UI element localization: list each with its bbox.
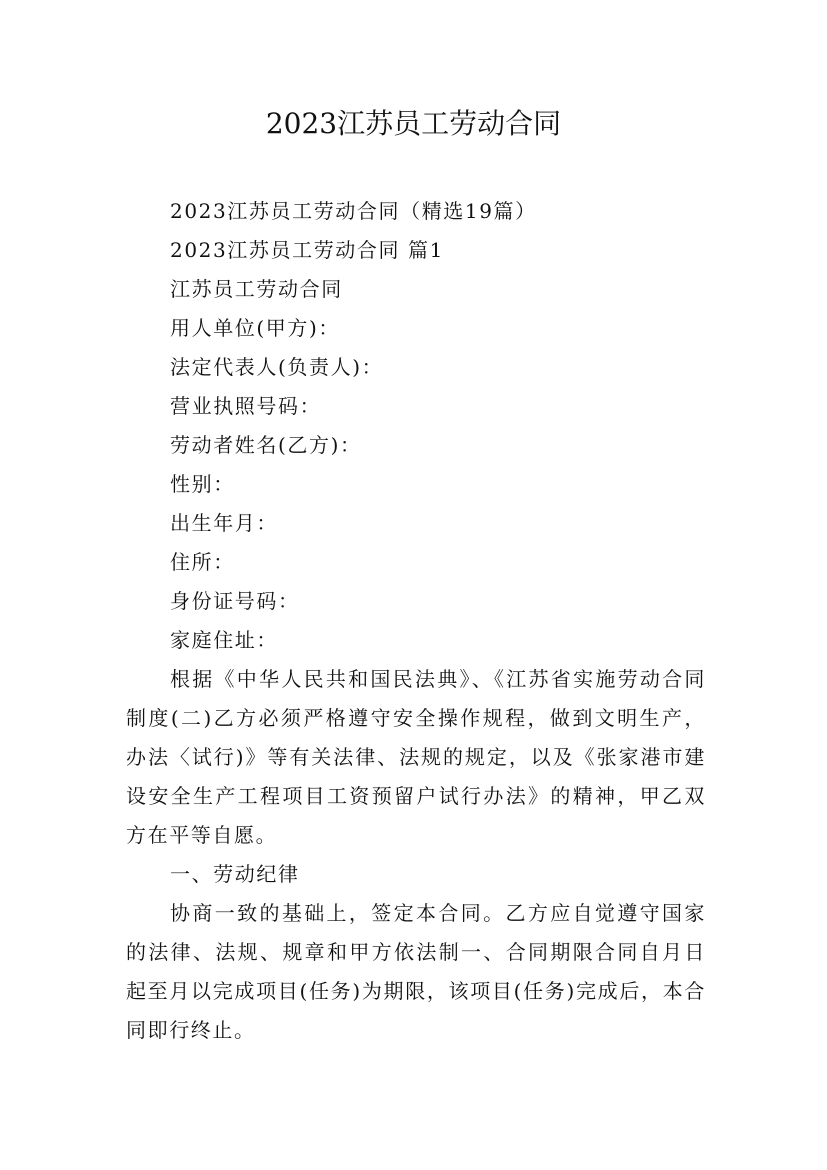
- paragraph-heading-labor-discipline: 一、劳动纪律: [170, 862, 300, 886]
- field-legal-representative: 法定代表人(负责人)：: [170, 355, 384, 379]
- field-residence: 住所：: [170, 550, 235, 574]
- document-title: 2023江苏员工劳动合同: [265, 107, 562, 140]
- field-birth-date: 出生年月：: [170, 511, 278, 535]
- field-id-number: 身份证号码：: [170, 589, 300, 613]
- paragraph-contract-term: 协商一致的基础上，签定本合同。乙方应自觉遵守国家的法律、法规、规章和甲方依法制一、合同期限合同自月日起至月以完成项目(任务)为期限，该项目(任务)完成后，本合同即行终止。: [126, 901, 706, 1042]
- field-gender: 性别：: [170, 472, 235, 496]
- paragraph-contract-name: 江苏员工劳动合同: [170, 277, 343, 301]
- document-body: [126, 192, 706, 1050]
- paragraph-legal-basis: 根据《中华人民共和国民法典》、《江苏省实施劳动合同制度(二)乙方必须严格遵守安全操作规程，做到文明生产，办法〈试行)》等有关法律、法规的规定，以及《张家港市建设安全生产工程项目工资预留户试行办法》的精神，甲乙双方在平等自愿。: [126, 667, 706, 847]
- field-home-address: 家庭住址：: [170, 628, 278, 652]
- field-employee-name: 劳动者姓名(乙方)：: [170, 433, 362, 457]
- field-business-license: 营业执照号码：: [170, 394, 322, 418]
- paragraph-doc-subtitle: 2023江苏员工劳动合同（精选19篇）: [170, 199, 537, 223]
- field-employer: 用人单位(甲方)：: [170, 316, 341, 340]
- paragraph-section-heading: 2023江苏员工劳动合同 篇1: [170, 238, 444, 262]
